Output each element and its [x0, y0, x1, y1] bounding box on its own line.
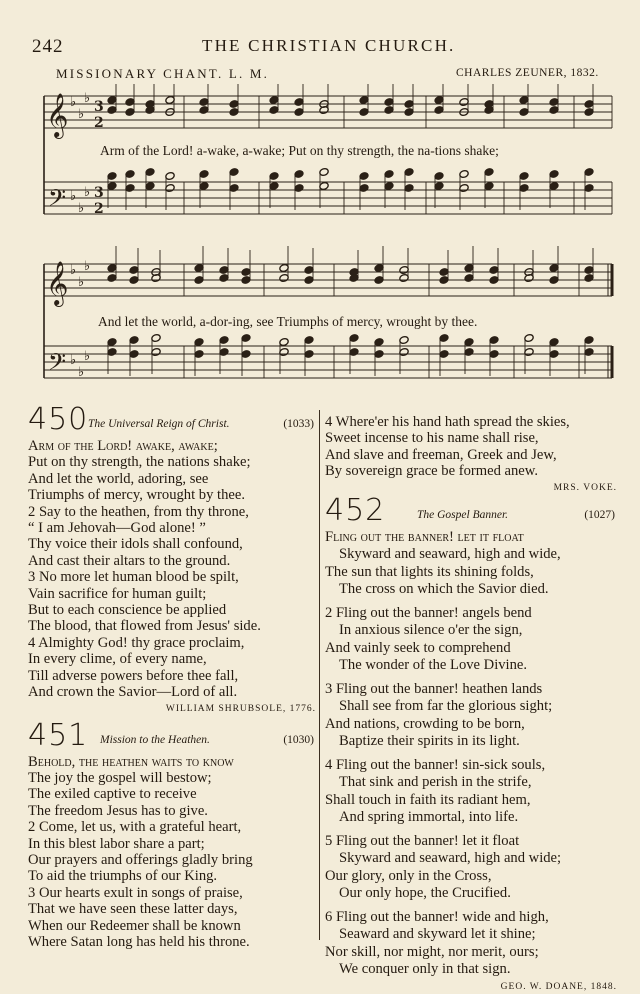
hymn-line: The wonder of the Love Divine.: [339, 657, 528, 674]
hymn-line: The joy the gospel will bestow;: [28, 769, 212, 786]
column-divider: [319, 410, 320, 940]
bass-staff-2: [44, 346, 612, 378]
svg-text:𝄞: 𝄞: [46, 93, 69, 137]
hymn-line: And spring immortal, into life.: [339, 809, 519, 826]
svg-text:♭: ♭: [70, 95, 77, 110]
hymn-line: When our Redeemer shall be known: [28, 917, 241, 934]
page-header: [32, 36, 622, 58]
hymn-450-verses: [28, 438, 316, 701]
hymn-line: Our prayers and offerings gladly bring: [28, 851, 253, 868]
music-score: [34, 84, 622, 394]
hymn-line: Thy voice their idols shall confound,: [28, 536, 243, 553]
hymn-line: Vain sacrifice for human guilt;: [28, 585, 207, 602]
hymn-line: 6 Fling out the banner! wide and high,: [325, 908, 549, 925]
hymn-line: Nor skill, nor might, nor merit, ours;: [325, 943, 539, 960]
hymn-line: And vainly seek to comprehend: [325, 639, 511, 656]
hymn-451-number: 451: [28, 717, 89, 753]
hymn-451-continued: [325, 414, 617, 480]
hymn-452-author: GEO. W. DOANE, 1848.: [500, 981, 617, 992]
hymn-line: Arm of the Lord! awake, awake;: [28, 438, 218, 454]
hymn-line: 3 Fling out the banner! heathen lands: [325, 680, 543, 697]
hymn-line: And nations, crowding to be born,: [325, 715, 525, 732]
hymn-line: 5 Fling out the banner! let it float: [325, 832, 520, 849]
hymn-line: But to each conscience be applied: [28, 602, 227, 619]
staff-notation: [34, 84, 622, 394]
hymn-450-title: The Universal Reign of Christ.: [88, 418, 230, 430]
svg-text:♭: ♭: [78, 201, 85, 216]
svg-text:♭: ♭: [78, 365, 85, 380]
hymn-line: Fling out the banner! let it float: [325, 528, 524, 545]
hymn-line: That we have seen these latter days,: [28, 901, 238, 918]
hymn-line: And slave and freeman, Greek and Jew,: [325, 446, 557, 463]
hymn-line: And crown the Savior—Lord of all.: [28, 684, 238, 701]
hymn-line: Skyward and seaward, high and wide,: [339, 546, 561, 563]
hymn-line: In anxious silence o'er the sign,: [339, 622, 523, 639]
hymn-line: 4 Almighty God! thy grace proclaim,: [28, 634, 245, 651]
hymn-452-verses: [325, 529, 617, 979]
hymn-line: Skyward and seaward, high and wide;: [339, 850, 562, 867]
left-column: [28, 402, 316, 950]
hymn-line: 2 Say to the heathen, from thy throne,: [28, 503, 249, 520]
hymn-line: 2 Fling out the banner! angels bend: [325, 604, 532, 621]
hymn-452-title: The Gospel Banner.: [417, 508, 509, 521]
hymn-line: The sun that lights its shining folds,: [325, 563, 534, 580]
hymn-line: The cross on which the Savior died.: [339, 581, 549, 598]
hymn-line: 2 Come, let us, with a grateful heart,: [28, 819, 242, 836]
hymn-line: To aid the triumphs of our King.: [28, 868, 218, 885]
hymn-450-number: 450: [28, 402, 89, 437]
hymn-line: 4 Fling out the banner! sin-sick souls,: [325, 756, 546, 773]
hymn-line: “ I am Jehovah—God alone! ”: [28, 520, 206, 537]
hymn-line: The exiled captive to receive: [28, 786, 197, 803]
hymn-line: In every clime, of every name,: [28, 651, 207, 668]
hymn-line: Baptize their spirits in its light.: [339, 733, 520, 750]
hymn-450-heading: [28, 402, 316, 437]
hymn-451-author: MRS. VOKE.: [553, 482, 617, 493]
hymn-line: Our only hope, the Crucified.: [339, 885, 511, 902]
hymn-line: That sink and perish in the strife,: [339, 774, 532, 791]
music-lyrics-line-2: And let the world, a-dor-ing, see Triumphs of mercy, wrought by thee.: [98, 314, 478, 329]
hymn-line: Our glory, only in the Cross,: [325, 867, 492, 884]
hymn-line: Put on thy strength, the nations shake;: [28, 454, 251, 471]
svg-text:♭: ♭: [70, 353, 77, 368]
svg-text:2: 2: [94, 115, 104, 131]
hymn-451-title: Mission to the Heathen.: [100, 733, 210, 746]
music-lyrics-line-1: Arm of the Lord! a-wake, a-wake; Put on thy strength, the na-tions shake;: [100, 143, 499, 158]
svg-text:3: 3: [94, 99, 104, 115]
svg-text:2: 2: [94, 201, 104, 217]
svg-text:♭: ♭: [70, 263, 77, 278]
svg-text:♭: ♭: [84, 259, 91, 274]
hymn-450-ref: (1033): [283, 418, 314, 430]
hymn-452-ref: (1027): [584, 508, 615, 521]
hymn-line: Shall see from far the glorious sight;: [339, 698, 553, 715]
right-column: [325, 406, 617, 994]
svg-text:3: 3: [94, 185, 104, 201]
svg-text:♭: ♭: [78, 107, 85, 122]
hymn-line: By sovereign grace be formed anew.: [325, 463, 539, 480]
hymn-line: 3 No more let human blood be spilt,: [28, 569, 239, 586]
page-number: 242: [32, 36, 64, 57]
hymn-line: And let the world, adoring, see: [28, 470, 209, 487]
hymn-450-author: WILLIAM SHRUBSOLE, 1776.: [165, 703, 316, 714]
hymn-line: The freedom Jesus has to give.: [28, 802, 208, 819]
hymn-451-heading: [28, 717, 316, 753]
hymn-line: Triumphs of mercy, wrought by thee.: [28, 487, 245, 504]
hymn-line: We conquer only in that sign.: [339, 961, 511, 978]
hymn-line: Shall touch in faith its radiant hem,: [325, 791, 531, 808]
hymn-line: Seaward and skyward let it shine;: [339, 926, 536, 943]
hymn-451-ref: (1030): [283, 733, 314, 746]
hymn-line: 4 Where'er his hand hath spread the skies,: [325, 414, 570, 430]
svg-text:♭: ♭: [70, 189, 77, 204]
hymn-line: Sweet incense to his name shall rise,: [325, 430, 539, 447]
hymn-line: Till adverse powers before thee fall,: [28, 667, 239, 684]
svg-text:♭: ♭: [78, 275, 85, 290]
hymn-line: 3 Our hearts exult in songs of praise,: [28, 884, 243, 901]
svg-text:𝄢: 𝄢: [48, 184, 67, 217]
svg-text:♭: ♭: [84, 91, 91, 106]
hymn-line: The blood, that flowed from Jesus' side.: [28, 618, 261, 635]
hymn-line: Behold, the heathen waits to know: [28, 753, 234, 770]
tune-title: MISSIONARY CHANT. L. M.: [56, 66, 270, 81]
svg-text:𝄢: 𝄢: [48, 348, 67, 381]
hymn-451-verses: [28, 754, 316, 951]
composer-credit: CHARLES ZEUNER, 1832.: [456, 67, 599, 79]
hymn-452-heading: [325, 492, 617, 528]
svg-text:♭: ♭: [84, 185, 91, 200]
svg-text:♭: ♭: [84, 349, 91, 364]
hymn-line: In this blest labor share a part;: [28, 835, 205, 852]
hymn-line: Where Satan long has held his throne.: [28, 933, 250, 950]
hymn-line: And cast their altars to the ground.: [28, 552, 231, 569]
running-head: THE CHRISTIAN CHURCH.: [202, 36, 456, 55]
hymn-452-number: 452: [325, 492, 386, 528]
svg-text:𝄞: 𝄞: [46, 261, 69, 305]
